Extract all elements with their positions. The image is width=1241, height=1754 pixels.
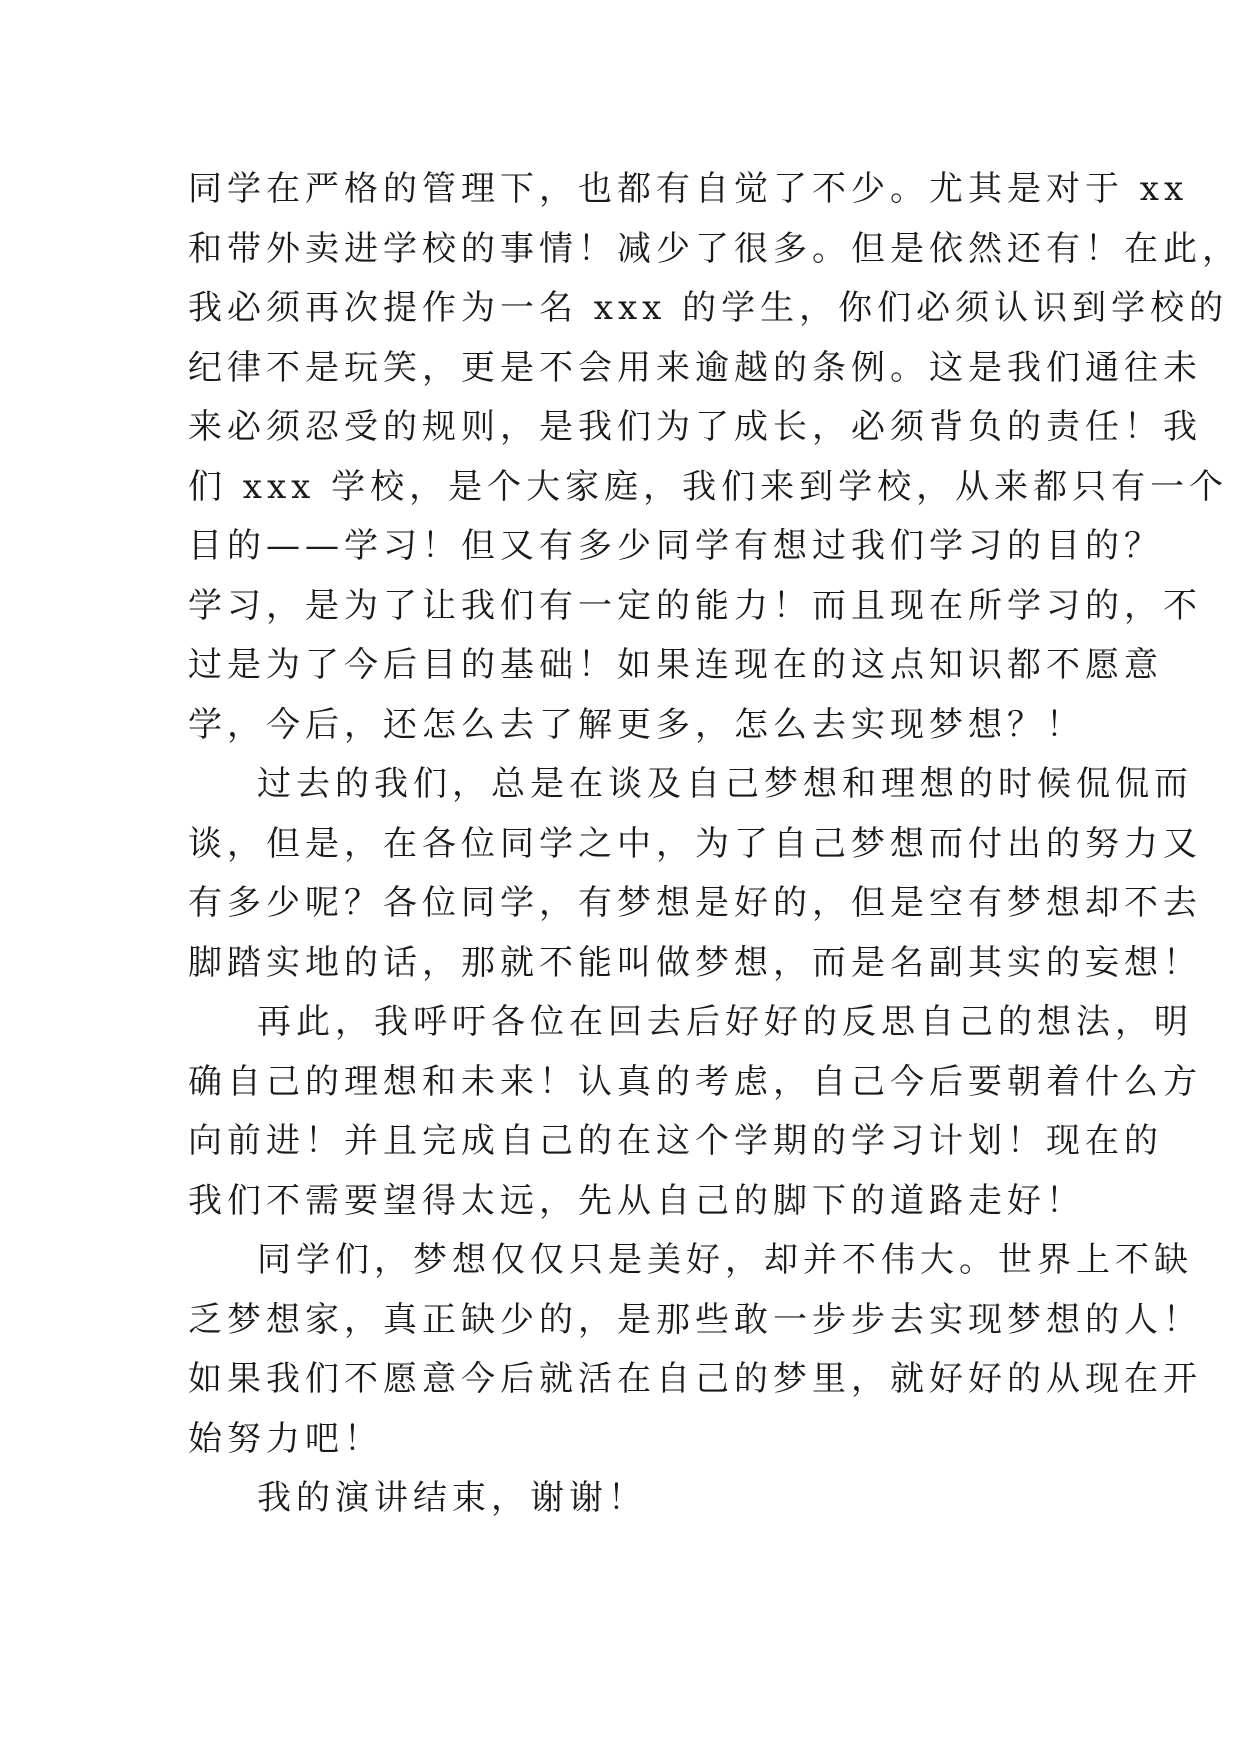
text-line: 我必须再次提作为一名 xxx 的学生，你们必须认识到学校的 bbox=[188, 288, 1229, 328]
text-line: 学，今后，还怎么去了解更多，怎么去实现梦想？！ bbox=[188, 704, 1085, 745]
text-line: 同学在严格的管理下，也都有自觉了不少。尤其是对于 xx bbox=[188, 169, 1189, 209]
text-line: 确自己的理想和未来！认真的考虑，自己今后要朝着什么方 bbox=[188, 1061, 1202, 1102]
text-line: 来必须忍受的规则，是我们为了成长，必须背负的责任！我 bbox=[188, 407, 1202, 447]
text-line: 我们不需要望得太远，先从自己的脚下的道路走好！ bbox=[188, 1180, 1085, 1221]
text-line: 向前进！并且完成自己的在这个学期的学习计划！现在的 bbox=[188, 1121, 1163, 1161]
text-line: 如果我们不愿意今后就活在自己的梦里，就好好的从现在开 bbox=[188, 1359, 1202, 1399]
text-line: 谈，但是，在各位同学之中，为了自己梦想而付出的努力又 bbox=[188, 823, 1202, 864]
text-line: 目的——学习！但又有多少同学有想过我们学习的目的？ bbox=[188, 526, 1163, 566]
speech-body bbox=[188, 160, 1241, 1529]
text-line: 过是为了今后目的基础！如果连现在的这点知识都不愿意 bbox=[188, 645, 1163, 685]
text-line: 纪律不是玩笑，更是不会用来逾越的条例。这是我们通往未 bbox=[188, 347, 1202, 388]
text-line: 有多少呢？各位同学，有梦想是好的，但是空有梦想却不去 bbox=[188, 883, 1202, 923]
paragraph-first-line: 过去的我们，总是在谈及自己梦想和理想的时候侃侃而 bbox=[257, 764, 1193, 804]
text-line: 和带外卖进学校的事情！减少了很多。但是依然还有！在此， bbox=[188, 228, 1241, 269]
closing-line: 我的演讲结束，谢谢！ bbox=[257, 1478, 647, 1518]
text-line: 始努力吧！ bbox=[188, 1418, 383, 1459]
text-line: 脚踏实地的话，那就不能叫做梦想，而是名副其实的妄想！ bbox=[188, 942, 1202, 983]
paragraph-first-line: 同学们，梦想仅仅只是美好，却并不伟大。世界上不缺 bbox=[257, 1240, 1193, 1280]
text-line: 们 xxx 学校，是个大家庭，我们来到学校，从来都只有一个 bbox=[188, 466, 1229, 507]
paragraph-first-line: 再此，我呼吁各位在回去后好好的反思自己的想法，明 bbox=[257, 1002, 1193, 1042]
text-line: 乏梦想家，真正缺少的，是那些敢一步步去实现梦想的人！ bbox=[188, 1299, 1202, 1340]
text-line: 学习，是为了让我们有一定的能力！而且现在所学习的，不 bbox=[188, 585, 1202, 626]
